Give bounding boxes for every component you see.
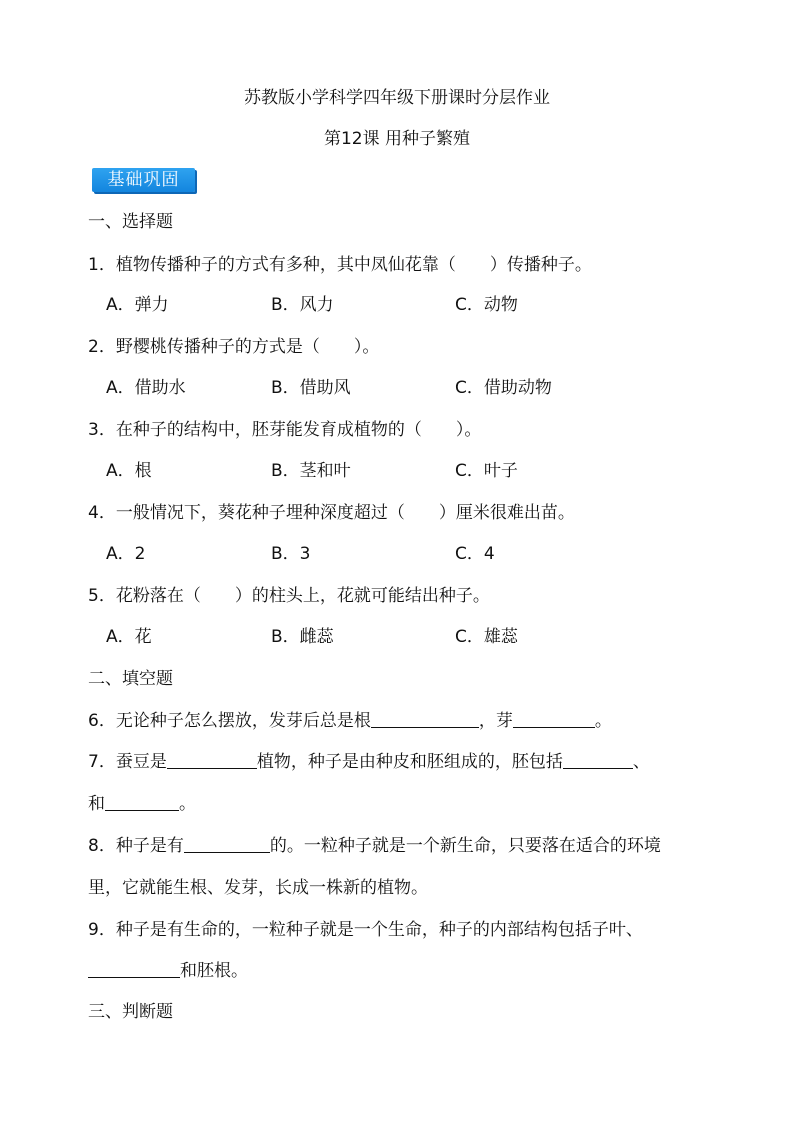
question-4-option-c: C．4 xyxy=(455,544,495,564)
blank-line[interactable] xyxy=(184,834,270,853)
blank-line[interactable] xyxy=(105,792,179,811)
question-7-text-1: 7．蚕豆是 xyxy=(88,752,167,772)
blank-line[interactable] xyxy=(167,750,257,769)
question-9-line-1: 9．种子是有生命的，一粒种子就是一个生命，种子的内部结构包括子叶、 xyxy=(88,920,643,940)
question-8-text-1: 8．种子是有 xyxy=(88,836,184,856)
section-heading-judge: 三、判断题 xyxy=(88,1002,173,1022)
question-3-option-b: B．茎和叶 xyxy=(271,461,351,481)
question-6-text-3: 。 xyxy=(594,711,612,731)
question-9-line-2 xyxy=(88,959,248,983)
question-1-option-c: C．动物 xyxy=(455,295,518,315)
section-badge: 基础巩固 xyxy=(92,168,195,192)
question-7-line-1 xyxy=(88,750,650,774)
question-6 xyxy=(88,709,612,733)
question-7-line-2 xyxy=(88,792,196,816)
question-3-stem: 3．在种子的结构中，胚芽能发育成植物的（ ）。 xyxy=(88,420,482,440)
section-heading-fill: 二、填空题 xyxy=(88,669,173,689)
question-5-option-a: A．花 xyxy=(106,627,152,647)
question-3-option-a: A．根 xyxy=(106,461,152,481)
question-1-option-a: A．弹力 xyxy=(106,295,169,315)
question-4-option-a: A．2 xyxy=(106,544,146,564)
question-9-text-2: 和胚根。 xyxy=(180,961,248,981)
question-7-text-2: 植物，种子是由种皮和胚组成的，胚包括 xyxy=(256,752,563,772)
blank-line[interactable] xyxy=(563,750,633,769)
question-4-stem: 4．一般情况下，葵花种子埋种深度超过（ ）厘米很难出苗。 xyxy=(88,503,575,523)
question-3-option-c: C．叶子 xyxy=(455,461,518,481)
lesson-title: 第12课 用种子繁殖 xyxy=(323,129,471,149)
question-5-option-c: C．雄蕊 xyxy=(455,627,518,647)
question-5-option-b: B．雌蕊 xyxy=(271,627,334,647)
question-8-text-2: 的。一粒种子就是一个新生命，只要落在适合的环境 xyxy=(269,836,661,856)
page-title: 苏教版小学科学四年级下册课时分层作业 xyxy=(244,88,550,108)
question-7-text-4: 和 xyxy=(88,794,105,814)
question-2-option-b: B．借助风 xyxy=(271,378,351,398)
question-8-line-2: 里，它就能生根、发芽，长成一株新的植物。 xyxy=(88,878,428,898)
question-2-stem: 2．野樱桃传播种子的方式是（ ）。 xyxy=(88,337,380,357)
blank-line[interactable] xyxy=(371,709,479,728)
question-2-option-c: C．借助动物 xyxy=(455,378,552,398)
question-7-text-5: 。 xyxy=(179,794,196,814)
question-5-stem: 5．花粉落在（ ）的柱头上，花就可能结出种子。 xyxy=(88,586,490,606)
question-1-option-b: B．风力 xyxy=(271,295,334,315)
blank-line[interactable] xyxy=(513,709,595,728)
section-heading-choice: 一、选择题 xyxy=(88,212,173,232)
blank-line[interactable] xyxy=(88,959,180,978)
question-8-line-1 xyxy=(88,834,661,858)
question-4-option-b: B．3 xyxy=(271,544,311,564)
question-2-option-a: A．借助水 xyxy=(106,378,186,398)
question-6-text-2: ，芽 xyxy=(478,711,513,731)
question-7-text-3: 、 xyxy=(632,752,650,772)
question-6-text-1: 6．无论种子怎么摆放，发芽后总是根 xyxy=(88,711,371,731)
question-1-stem: 1．植物传播种子的方式有多种，其中凤仙花靠（ ）传播种子。 xyxy=(88,255,592,275)
